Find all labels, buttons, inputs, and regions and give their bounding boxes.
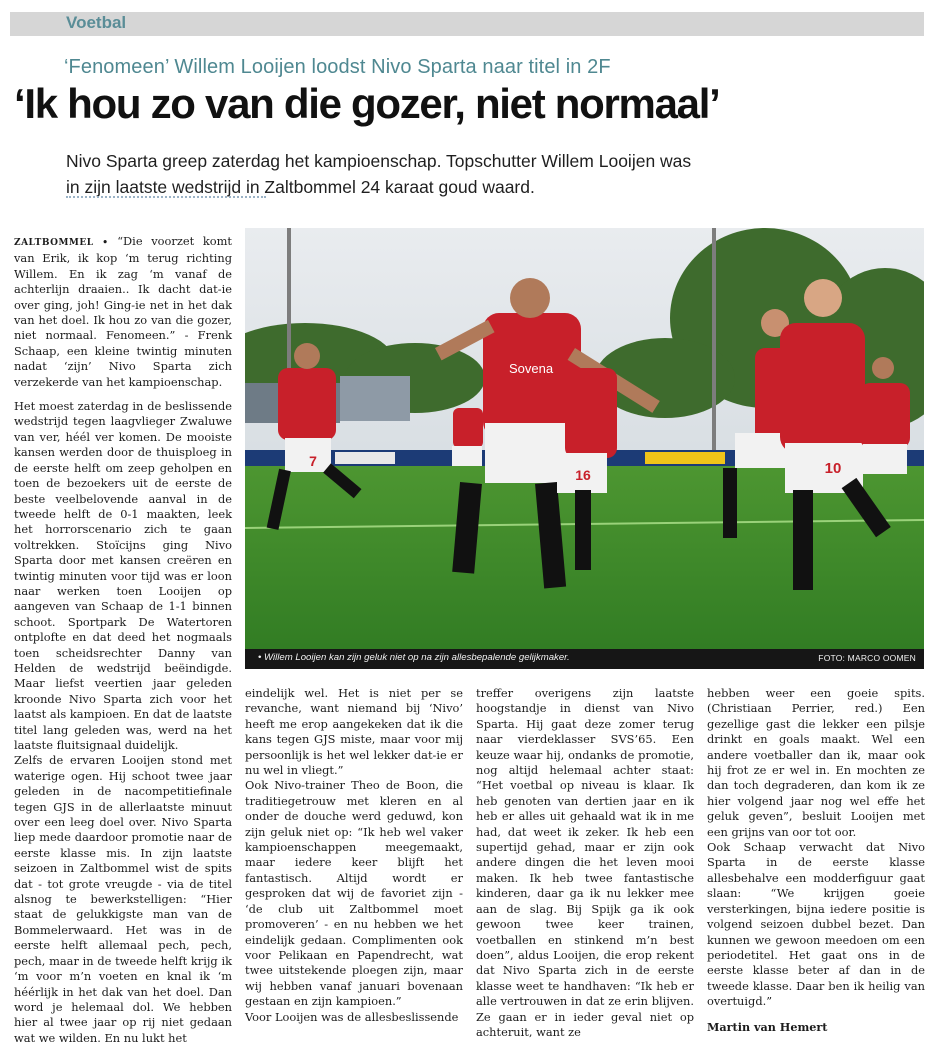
- intro-paragraph: Nivo Sparta greep zaterdag het kampioenschap. Topschutter Willem Looijen was in zijn laatste wedstrijd in Zaltbommel 24 karaat goud waard.: [66, 151, 692, 197]
- shirt-number: 16: [575, 467, 591, 483]
- shirt-number: 7: [309, 453, 317, 469]
- section-label: Voetbal: [66, 13, 127, 32]
- lead-paragraph: [14, 234, 232, 390]
- kicker-headline: ‘Fenomeen’ Willem Looijen loodst Nivo Sparta naar titel in 2F: [64, 56, 611, 78]
- body-paragraph: Ook Schaap verwacht dat Nivo Sparta in de eerste klasse allesbehalve een modderfiguur gaat slaan: “We krijgen goeie versterkingen, bijna iedere positie is volgend seizoen dubbel bezet. Dan kunnen we gewoon meedoen om een periodetitel. Het gaat ons in de eerste klasse beter af dan in de tweede klasse. Daar ben ik heilig van overtuigd.”: [707, 840, 925, 1009]
- article-column-3: [476, 686, 694, 1040]
- body-paragraph: Voor Looijen was de allesbeslissende: [245, 1009, 459, 1024]
- main-headline: ‘Ik hou zo van die gozer, niet normaal’: [14, 80, 720, 127]
- match-photo: [245, 228, 924, 668]
- article-column-1: [14, 234, 232, 1046]
- dateline: ZALTBOMMEL •: [14, 238, 109, 248]
- body-paragraph: Het moest zaterdag in de beslissende wedstrijd tegen laagvlieger Zwaluwe van ver, héél ver komen. De mooiste kansen werden door de thuisploeg in de eerste helft om zeep geholpen en toen de bezoekers uit de eerste de beste veelbelovende aanval in de tweede helft de 0-1 maakten, leek het horrorscenario zich te gaan voltrekken. Stoïcijns ging Nivo Sparta door met kansen creëren en twintig minuten voor tijd was er loon naar werken toen Looijen op aangeven van Schaap de 1-1 binnen schoot. Sportpark De Watertoren ontplofte en dat deed het nogmaals toen scheidsrechter Danny van Helden de wedstrijd beëindigde. Maar liefst veertien jaar geleden kroonde Nivo Sparta zich voor het laatst als kampioen. En dat de laatste titel lang geleden was, werd na het laatste fluitsignaal duidelijk.: [14, 399, 232, 752]
- shirt-number: 10: [824, 460, 842, 477]
- lead-text: “Die voorzet komt van Erik, ik kop ‘m terug richting Willem. En ik zag ‘m vanaf de achterlijn draaien.. Ik dacht dat-ie over ging, joh! Ging-ie net in het dak van het doel. Ik hou zo van die gozer, niet normaal. Fenomeen.” - Frenk Schaap, een kleine twintig minuten nadat ‘zijn’ Nivo Sparta zich verzekerde van het kampioenschap.: [14, 234, 232, 389]
- photo-credit: FOTO: MARCO OOMEN: [818, 653, 916, 663]
- photo-caption: • Willem Looijen kan zijn geluk niet op na zijn allesbepalende gelijkmaker.: [258, 652, 570, 663]
- section-bar: [10, 12, 924, 36]
- body-paragraph: treffer overigens zijn laatste hoogstandje in dienst van Nivo Sparta. Hij gaat deze zomer terug naar vierdeklasser SVS’65. Een keuze waar hij, ondanks de promotie, nog altijd helemaal achter staat: “Het voetbal op niveau is klaar. Ik heb genoten van dertien jaar en ik heb er alles uit gehaald wat ik in me had, dat weet ik zeker. Ik heb een supertijd gehad, maar er zijn ook andere dingen die het leven mooi maken. Ik heb twee fantastische kinderen, daar ga ik nu lekker mee aan de slag. Bij Spijk ga ik ook gewoon twee keer trainen, voetballen en stinkend m’n best doen”, aldus Looijen, die erop rekent dat Nivo Sparta zich in de eerste klasse weet te handhaven: “Ik heb er alle vertrouwen in dat ze erin blijven. Ze gaan er in ieder geval niet op achteruit, want ze: [476, 686, 694, 1039]
- body-paragraph: hebben weer een goeie spits. (Christiaan Perrier, red.) Een gezellige gast die lekker een pilsje drinkt en goals maakt. Wel een andere voetballer dan ik, maar ook hij frot ze er wel in. En mochten ze dan toch degraderen, dan kom ik ze hier volgend jaar nog wel effe het geluk geven”, besluit Looijen met een grijns van oor tot oor.: [707, 686, 925, 839]
- body-paragraph: Ook Nivo-trainer Theo de Boon, die traditiegetrouw met kleren en al onder de douche werd geduwd, kon zijn geluk niet op: “Ik heb wel vaker kampioenschappen meegemaakt, maar iedere keer blijft het fantastisch. Altijd wordt er gesproken dat wij de favoriet zijn - ‘de club uit Zaltbommel moet promoveren’ - en nu hebben we het eindelijk gedaan. Complimenten ook voor Pelikaan en Papendrecht, wat twee uitstekende ploegen zijn, maar wij hebben vanaf januari bovenaan gestaan en zijn kampioen.”: [245, 778, 463, 1009]
- shirt-sponsor: Sovena: [508, 361, 554, 376]
- article-column-4: [707, 686, 925, 1035]
- player-distant: [452, 408, 483, 466]
- body-paragraph: eindelijk wel. Het is niet per se revanche, want niemand bij ‘Nivo’ heeft me erop aangekeken dat ik die kans tegen GJS miste, maar voor mij persoonlijk is het wel lekker dat-ie er nu wel in vliegt.”: [245, 686, 463, 778]
- author-byline: Martin van Hemert: [707, 1019, 828, 1034]
- intro-divider: [66, 196, 266, 198]
- article-column-2: [245, 686, 463, 1025]
- body-paragraph: Zelfs de ervaren Looijen stond met waterige ogen. Hij schoot twee jaar geleden in de nacompetitiefinale tegen GJS in de allerlaatste minuut over een leeg doel over. Nivo Sparta liep mede daardoor promotie naar de eerste klasse mis. In zijn laatste seizoen in Zaltbommel wist de spits dat - tot grote vreugde - via de titel alsnog te bewerkstelligen: “Hier staat de gelukkigste man van de Bommelerwaard. Het was in de eerste helft allemaal pech, pech, pech, maar in de tweede helft krijg ik ‘m voor m’n voeten en knal ik ‘m héérlijk in het dak van het doel. Dan word je helemaal dol. We hebben hier al twee jaar op rij niet gedaan wat we wilden. En nu lukt het: [14, 753, 232, 1045]
- photo-illustration: [245, 228, 924, 668]
